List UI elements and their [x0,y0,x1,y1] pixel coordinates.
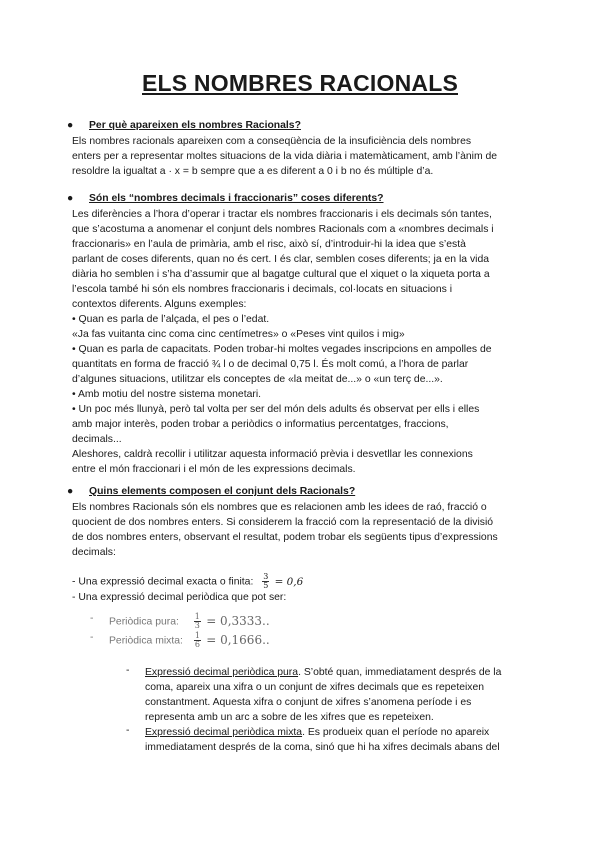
text-line: coma, apareix una xifra o un conjunt de xifres decimals que es repeteixen [145,682,485,693]
bullet-icon: ● [67,120,74,131]
text-line: entre el món fraccionari i el món de les expressions decimals. [72,464,356,475]
text-line: decimals... [72,434,122,445]
text-line: • Un poc més llunyà, però tal volta per ser del món dels adults és observat per ells i elles [72,404,480,415]
mixed-periodic-line [109,632,270,649]
fraction [194,632,201,649]
text-line: decimals: [72,547,116,558]
section-heading-text: Quins elements composen el conjunt dels Racionals? [89,486,356,497]
text-line: enters per a representar moltes situacions de la vida diària i matemàticament, amb l’ànim de [72,151,498,162]
section-heading-text: Per què apareixen els nombres Racionals? [89,120,301,131]
definition-text: . S’obté quan, immediatament després de la [298,667,502,678]
section-elements-paragraph [72,500,532,560]
definition-term: Expressió decimal periòdica pura [145,667,299,678]
section-heading-why-rationals [67,120,301,131]
text-line: • Quan es parla de l’alçada, el pes o l’edat. [72,314,270,325]
list-dash: - [90,632,94,643]
section-heading-decimals-fractions [67,193,384,204]
text-line: Aleshores, caldrà recollir i utilitzar aquesta informació prèvia i desvetllar les connexions [72,449,473,460]
denominator: 3 [194,621,200,630]
denominator: 5 [263,581,269,590]
list-dash: - [126,665,130,676]
section-why-paragraph [72,134,532,179]
fraction [194,613,201,630]
numerator: 1 [194,612,200,621]
pure-periodic-formula [192,612,270,630]
text-line: l’escola també hi són els nombres fraccionaris i decimals, col·locats en situacions i [72,284,452,295]
mixed-periodic-formula [192,631,270,649]
text-line: Els nombres Racionals són els nombres que es relacionen amb les idees de raó, fracció o [72,502,487,513]
definition-text: . Es produeix quan el període no apareix [302,727,490,738]
bullet-icon: ● [67,193,74,204]
text-line: contextos diferents. Alguns exemples: [72,299,247,310]
list-dash: - [126,725,130,736]
text-line: amb major interès, poden trobar a periòdics o informatius percentatges, fraccions, [72,419,449,430]
exact-decimal-formula [260,572,304,590]
section-heading-text: Són els “nombres decimals i fraccionaris” coses diferents? [89,193,384,204]
list-dash: - [90,613,94,624]
pure-periodic-label: Periòdica pura: [109,616,179,628]
text-line: • Amb motiu del nostre sistema monetari. [72,389,262,400]
bullet-icon: ● [67,486,74,497]
text-line: fraccionaris» en l’aula de primària, amb el risc, això sí, d’introduir-hi la idea que s’està [72,239,466,250]
text-line: resoldre la igualtat a · x = b sempre que a es diferent a 0 i b no és múltiple d’a. [72,166,434,177]
text-line: quocient de dos nombres enters. Si considerem la fracció com la representació de la divisió [72,517,494,528]
text-line: Les diferències a l’hora d’operar i tractar els nombres fraccionaris i els decimals són tantes, [72,209,492,220]
text-line: immediatament després de la coma, sinó que hi ha xifres decimals abans del [145,742,500,753]
text-line: «Ja fas vuitanta cinc coma cinc centímetres» o «Peses vint quilos i mig» [72,329,405,340]
section-heading-elements [67,486,356,497]
numerator: 1 [194,631,200,640]
text-line: representa amb un arc a sobre de les xifres que es repeteixen. [145,712,434,723]
section-decimals-paragraph [72,207,532,477]
mixed-periodic-label: Periòdica mixta: [109,635,183,647]
exact-decimal-line [72,573,303,590]
page-title: ELS NOMBRES RACIONALS [142,70,458,96]
fraction [262,573,269,590]
text-line [145,665,525,680]
text-line: de dos nombres enters, observant el resultat, podem trobar els següents tipus d’expressions [72,532,498,543]
periodic-decimal-line: - Una expressió decimal periòdica que pot ser: [72,592,287,603]
text-line: diària ho semblen i s’ha d’assumir que al bagatge cultural que el xiquet o la xiqueta porta a [72,269,490,280]
text-line: quantitats en forma de fracció ¾ l o de decimal 0,75 l. És molt comú, a l’hora de parlar [72,359,469,370]
exact-decimal-value: = 0,6 [274,575,304,588]
text-line: • Quan es parla de capacitats. Poden trobar-hi moltes vegades inscripcions en ampolles de [72,344,492,355]
numerator: 3 [263,572,269,581]
text-line: Els nombres racionals apareixen com a conseqüència de la insuficiència dels nombres [72,136,472,147]
exact-decimal-label: - Una expressió decimal exacta o finita: [72,576,254,588]
pure-periodic-line [109,613,270,630]
definition-mixed-periodic [145,725,525,755]
pure-periodic-value: = 0,3333.. [206,613,270,628]
denominator: 6 [194,640,200,649]
text-line: parlant de coses diferents, quan no és cert. I és clar, semblen coses diferents; ja en la vida [72,254,490,265]
text-line: constantment. Aquesta xifra o conjunt de xifres s’anomena període i es [145,697,472,708]
definition-pure-periodic [145,665,525,725]
text-line [145,725,525,740]
text-line: que s’acostuma a anomenar el conjunt dels nombres Racionals com a «nombres decimals i [72,224,494,235]
definition-term: Expressió decimal periòdica mixta [145,727,303,738]
mixed-periodic-value: = 0,1666.. [206,632,270,647]
text-line: d’algunes situacions, utilitzar els conceptes de «la meitat de...» o «un terç de...». [72,374,443,385]
